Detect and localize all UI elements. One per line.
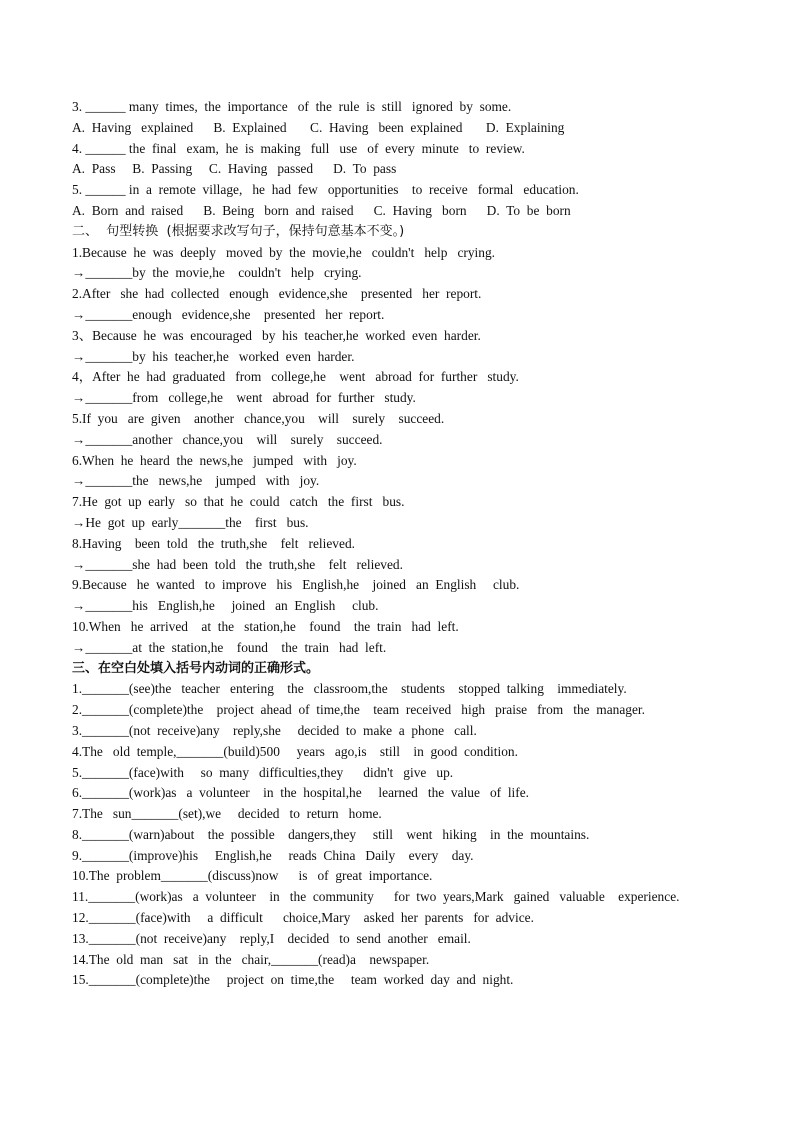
transform-answer-1: →_______by the movie,he couldn't help crying.	[72, 265, 362, 281]
question-4: 4. ______ the final exam, he is making full use of every minute to review.	[72, 140, 525, 156]
fill-item-10: 10.The problem_______(discuss)now is of great importance.	[72, 868, 433, 884]
transform-item-5: 5.If you are given another chance,you will surely succeed.	[72, 410, 445, 426]
fill-item-12: 12._______(face)with a difficult choice,Mary asked her parents for advice.	[72, 910, 534, 926]
transform-answer-6: →_______the news,he jumped with joy.	[72, 473, 320, 489]
section-2-heading: 二、 句型转换 (根据要求改写句子，保持句意基本不变。)	[72, 223, 405, 239]
fill-item-5: 5._______(face)with so many difficulties,they didn't give up.	[72, 764, 454, 780]
transform-item-7: 7.He got up early so that he could catch the first bus.	[72, 494, 405, 510]
transform-item-2: 2.After she had collected enough evidence,she presented her report.	[72, 286, 482, 302]
part1-tail	[72, 97, 752, 222]
transform-answer-2: →_______enough evidence,she presented her report.	[72, 306, 385, 322]
transform-item-9: 9.Because he wanted to improve his English,he joined an English club.	[72, 577, 520, 593]
transform-answer-9: →_______his English,he joined an English club.	[72, 598, 379, 614]
transform-answer-3: →_______by his teacher,he worked even harder.	[72, 348, 355, 364]
section-sentence-transformation	[72, 222, 752, 659]
section-3-heading: 三、在空白处填入括号内动词的正确形式。	[72, 660, 320, 676]
fill-item-6: 6._______(work)as a volunteer in the hospital,he learned the value of life.	[72, 785, 530, 801]
question-5-options: A. Born and raised B. Being born and raised C. Having born D. To be born	[72, 202, 571, 218]
fill-item-15: 15._______(complete)the project on time,the team worked day and night.	[72, 972, 514, 988]
fill-item-7: 7.The sun_______(set),we decided to return home.	[72, 806, 382, 822]
transform-item-3: 3、Because he was encouraged by his teacher,he worked even harder.	[72, 327, 481, 343]
fill-item-4: 4.The old temple,_______(build)500 years ago,is still in good condition.	[72, 743, 518, 759]
question-5: 5. ______ in a remote village, he had few opportunities to receive formal education.	[72, 182, 579, 198]
transform-answer-7: →He got up early_______the first bus.	[72, 514, 309, 530]
question-4-options: A. Pass B. Passing C. Having passed D. To pass	[72, 161, 397, 177]
transform-answer-5: →_______another chance,you will surely succeed.	[72, 431, 383, 447]
section-verb-forms	[72, 659, 752, 992]
transform-answer-10: →_______at the station,he found the train had left.	[72, 639, 387, 655]
transform-item-6: 6.When he heard the news,he jumped with joy.	[72, 452, 357, 468]
fill-item-2: 2._______(complete)the project ahead of time,the team received high praise from the manager.	[72, 702, 645, 718]
fill-item-8: 8._______(warn)about the possible dangers,they still went hiking in the mountains.	[72, 826, 590, 842]
fill-item-1: 1._______(see)the teacher entering the classroom,the students stopped talking immediately.	[72, 681, 627, 697]
question-3-options: A. Having explained B. Explained C. Having been explained D. Explaining	[72, 119, 565, 135]
question-3: 3. ______ many times, the importance of the rule is still ignored by some.	[72, 99, 512, 114]
transform-item-4: 4，After he had graduated from college,he went abroad for further study.	[72, 369, 519, 385]
worksheet-page	[72, 97, 752, 991]
fill-item-3: 3._______(not receive)any reply,she decided to make a phone call.	[72, 722, 477, 738]
fill-item-11: 11._______(work)as a volunteer in the community for two years,Mark gained valuable experience.	[72, 889, 680, 905]
transform-item-8: 8.Having been told the truth,she felt relieved.	[72, 535, 355, 551]
fill-item-9: 9._______(improve)his English,he reads China Daily every day.	[72, 847, 474, 863]
fill-item-13: 13._______(not receive)any reply,I decided to send another email.	[72, 930, 471, 946]
transform-item-10: 10.When he arrived at the station,he found the train had left.	[72, 618, 459, 634]
transform-answer-8: →_______she had been told the truth,she felt relieved.	[72, 556, 403, 572]
transform-item-1: 1.Because he was deeply moved by the movie,he couldn't help crying.	[72, 244, 495, 260]
fill-item-14: 14.The old man sat in the chair,_______(read)a newspaper.	[72, 951, 430, 967]
transform-answer-4: →_______from college,he went abroad for further study.	[72, 390, 416, 406]
